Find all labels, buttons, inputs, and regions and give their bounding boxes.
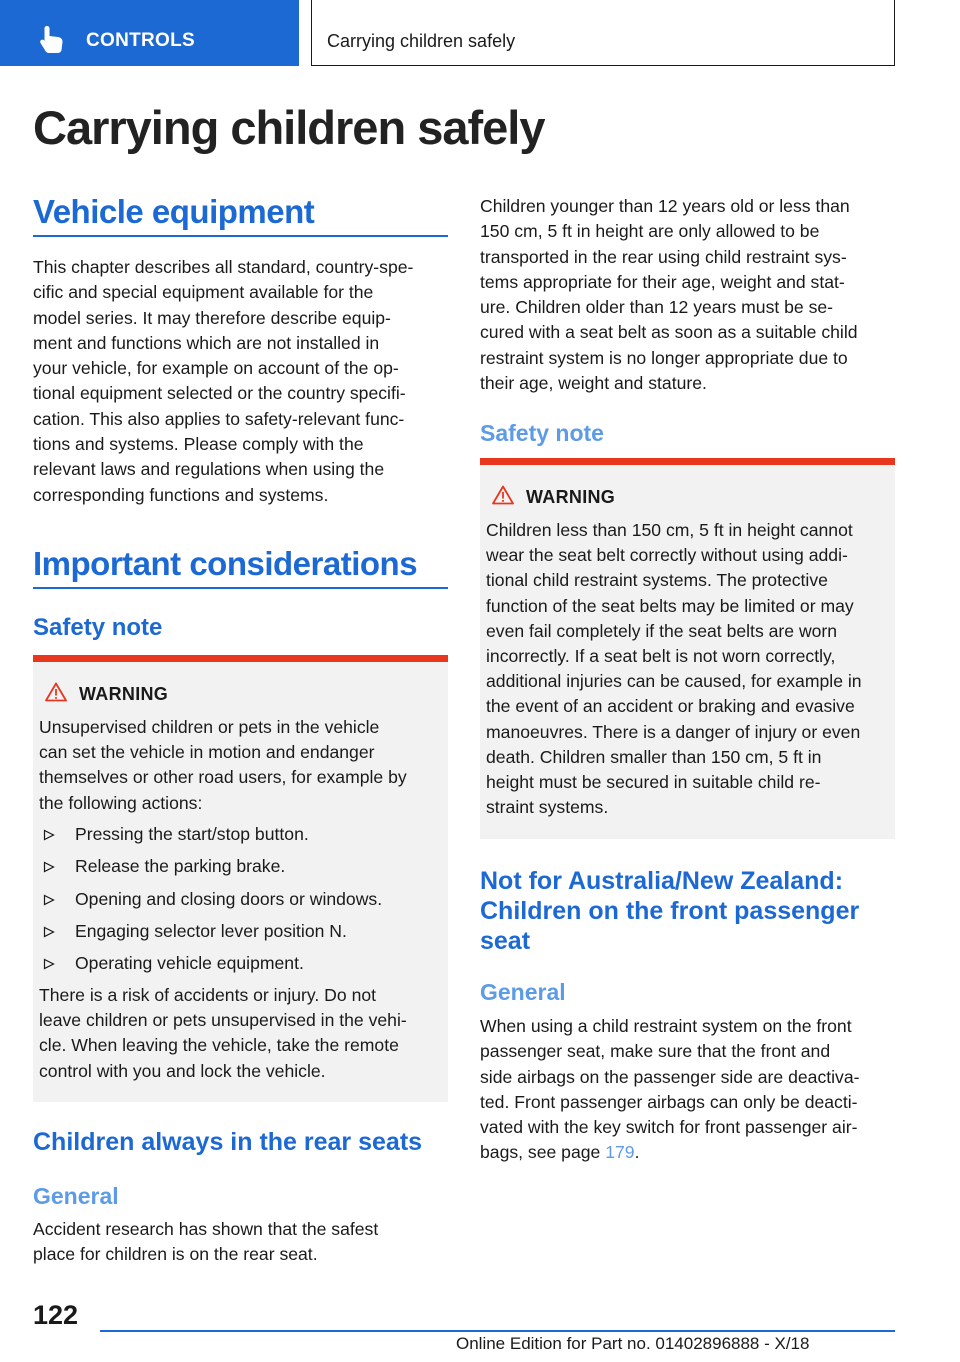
text-line: wear the seat belt correctly without using addi- (486, 545, 848, 566)
warning-outro (39, 983, 449, 1084)
text-line: death. Children smaller than 150 cm, 5 ft in (486, 746, 822, 767)
text-line: restraint system is no longer appropriate due to (480, 347, 848, 368)
text-line: side airbags on the passenger side are deactiva- (480, 1066, 860, 1087)
heading-vehicle-equipment: Vehicle equipment (33, 193, 315, 230)
section-label: CONTROLS (86, 30, 196, 51)
list-item (33, 919, 448, 951)
text-line: the event of an accident or braking and evasive (486, 696, 855, 717)
text-line: themselves or other road users, for example by (39, 767, 407, 788)
warning-title: WARNING (526, 487, 616, 507)
heading-safety-note: Safety note (480, 420, 604, 446)
text-line: There is a risk of accidents or injury. Do not (39, 985, 377, 1005)
heading-general: General (480, 979, 566, 1005)
text-line: can set the vehicle in motion and endanger (39, 742, 375, 763)
chapter-label: Carrying children safely (327, 31, 516, 51)
warning-triangle-icon (45, 682, 67, 702)
text-line: When using a child restraint system on the front (480, 1016, 852, 1036)
text-line: cific and special equipment available for the (33, 282, 374, 303)
heading-important-considerations: Important considerations (33, 545, 418, 582)
footer-edition: Online Edition for Part no. 01402896888 - X/18 (456, 1334, 810, 1353)
text-line: cation. This also applies to safety-relevant func- (33, 408, 405, 429)
heading-general: General (33, 1183, 119, 1209)
chapter-header (311, 0, 895, 66)
vehicle-equipment-text (33, 255, 453, 508)
warning-box (33, 655, 448, 1102)
list-item (33, 951, 448, 983)
text-line: their age, weight and stature. (480, 373, 707, 394)
page-number: 122 (33, 1300, 79, 1330)
text-line: control with you and lock the vehicle. (39, 1060, 326, 1081)
warning-box (480, 458, 895, 839)
text-line: tional equipment selected or the country specifi- (33, 383, 406, 404)
front-seat-text (480, 1014, 900, 1166)
rear-transport-text (480, 194, 900, 396)
text-line: relevant laws and regulations when using the (33, 459, 385, 480)
text-line (480, 1140, 900, 1165)
section-tab[interactable] (0, 0, 299, 66)
list-item (33, 822, 448, 854)
bullet-triangle-icon (43, 861, 55, 873)
text-line: Accident research has shown that the safest (33, 1219, 379, 1239)
warning-bar (480, 458, 895, 465)
rear-seats-text (33, 1217, 453, 1268)
heading-line: seat (480, 927, 531, 955)
heading-safety-note: Safety note (33, 614, 163, 641)
text-line: straint systems. (486, 797, 609, 818)
page-reference-link[interactable]: 179 (605, 1142, 635, 1163)
text-line: corresponding functions and systems. (33, 484, 329, 505)
text-line: the following actions: (39, 792, 203, 813)
footer-divider (100, 1330, 895, 1332)
list-item-text: Opening and closing doors or windows. (75, 888, 383, 909)
heading-line: Children on the front passenger (480, 897, 860, 925)
warning-text (486, 518, 896, 820)
text-line: tems appropriate for their age, weight and stat- (480, 271, 845, 292)
text-line: place for children is on the rear seat. (33, 1244, 318, 1265)
heading-line: Not for Australia/New Zealand: (480, 867, 844, 895)
text-line: ted. Front passenger airbags can only be deacti- (480, 1091, 858, 1112)
bullet-triangle-icon (43, 829, 55, 841)
warning-bullet-list (33, 822, 448, 983)
list-item-text: Release the parking brake. (75, 856, 286, 877)
text-line: additional injuries can be caused, for example in (486, 671, 862, 692)
text-line: function of the seat belts may be limited or may (486, 595, 854, 616)
list-item (33, 854, 448, 886)
bullet-triangle-icon (43, 894, 55, 906)
text-line: tions and systems. Please comply with the (33, 434, 364, 455)
text-line: ment and functions which are not installed in (33, 332, 380, 353)
list-item-text: Pressing the start/stop button. (75, 824, 309, 844)
heading-rear-seats: Children always in the rear seats (33, 1128, 423, 1156)
list-item (33, 887, 448, 919)
text-line: Children less than 150 cm, 5 ft in height cannot (486, 520, 853, 540)
bullet-triangle-icon (43, 926, 55, 938)
text-line: Unsupervised children or pets in the vehicle (39, 717, 380, 737)
text-line: tional child restraint systems. The protective (486, 570, 828, 591)
list-item-text: Engaging selector lever position N. (75, 920, 347, 941)
text-line: even fail completely if the seat belts are worn (486, 620, 838, 641)
text-line: transported in the rear using child restraint sys- (480, 246, 847, 267)
heading-front-passenger-seat (480, 866, 859, 956)
heading-underline (33, 587, 448, 589)
heading-underline (33, 235, 448, 237)
text-fragment: . (634, 1142, 640, 1163)
warning-triangle-icon (492, 485, 514, 505)
text-line: cured with a seat belt as soon as a suitable child (480, 322, 858, 343)
warning-intro (39, 715, 449, 816)
text-line: This chapter describes all standard, country-spe- (33, 257, 414, 277)
warning-bar (33, 655, 448, 662)
text-line: height must be secured in suitable child re- (486, 772, 821, 793)
text-line: ure. Children older than 12 years must be se- (480, 297, 834, 318)
text-line: cle. When leaving the vehicle, take the remote (39, 1035, 399, 1056)
text-line: manoeuvres. There is a danger of injury or even (486, 721, 861, 742)
text-line: model series. It may therefore describe equip- (33, 307, 391, 328)
bullet-triangle-icon (43, 958, 55, 970)
text-line: passenger seat, make sure that the front and (480, 1041, 831, 1062)
hand-pointer-icon (38, 24, 66, 54)
warning-title: WARNING (79, 684, 169, 704)
text-fragment: bags, see page (480, 1142, 606, 1163)
text-line: Children younger than 12 years old or less than (480, 196, 850, 216)
text-line: vated with the key switch for front passenger air- (480, 1117, 858, 1138)
text-line: leave children or pets unsupervised in the vehi- (39, 1010, 407, 1031)
text-line: incorrectly. If a seat belt is not worn correctly, (486, 646, 836, 667)
text-line: your vehicle, for example on account of the op- (33, 358, 399, 379)
text-line: 150 cm, 5 ft in height are only allowed to be (480, 221, 820, 242)
list-item-text: Operating vehicle equipment. (75, 953, 304, 974)
page-title: Carrying children safely (33, 101, 545, 154)
